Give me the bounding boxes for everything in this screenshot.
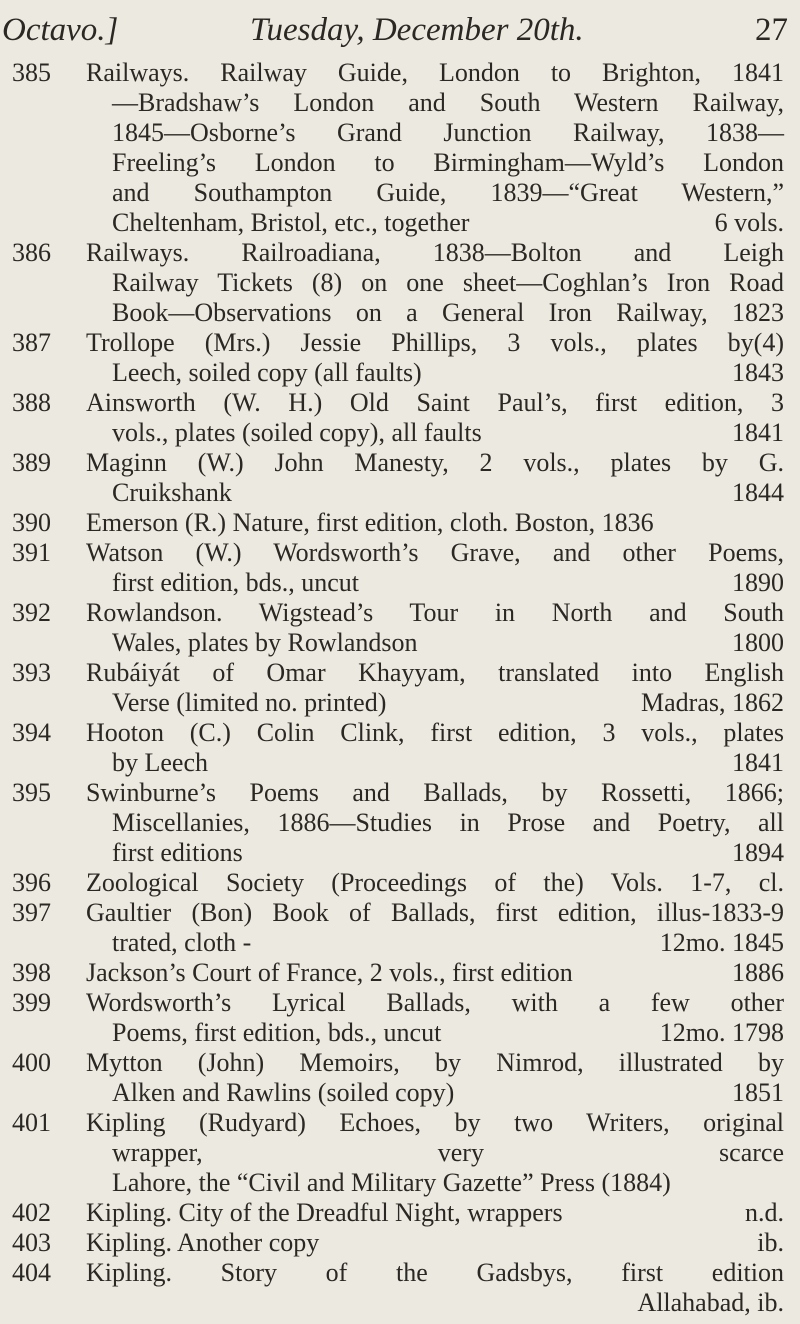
description-text: trated, cloth -	[112, 928, 252, 957]
description-text: vols., plates (soiled copy), all faults	[112, 418, 482, 447]
lot-entry	[0, 508, 800, 538]
description-line	[86, 928, 784, 958]
lot-number: 391	[12, 538, 51, 567]
lot-number: 386	[12, 238, 51, 267]
lot-description	[86, 1228, 784, 1258]
lot-number: 397	[12, 898, 51, 927]
sale-date: Tuesday, December 20th.	[250, 12, 584, 48]
lot-entry	[0, 1258, 800, 1317]
lot-number: 402	[12, 1198, 51, 1227]
lot-number: 395	[12, 778, 51, 807]
description-text: Emerson (R.) Nature, first edition, cloth. Boston, 1836	[86, 508, 654, 537]
lot-number: 385	[12, 58, 51, 87]
lot-number: 387	[12, 328, 51, 357]
description-line	[86, 508, 784, 538]
lot-number: 394	[12, 718, 51, 747]
lot-number: 396	[12, 868, 51, 897]
lot-entry	[0, 598, 800, 658]
description-line: wrapper, very scarce	[112, 1138, 784, 1167]
lot-number: 392	[12, 598, 51, 627]
lot-entry	[0, 658, 800, 718]
description-line: Maginn (W.) John Manesty, 2 vols., plates by G.	[86, 448, 784, 477]
lot-number: 404	[12, 1258, 51, 1287]
description-line	[86, 1078, 784, 1108]
description-line	[86, 358, 784, 388]
lot-entry	[0, 778, 800, 868]
lot-entry	[0, 328, 800, 388]
lot-number: 401	[12, 1108, 51, 1137]
date-or-format: 1841	[732, 418, 784, 447]
description-line: 1845—Osborne’s Grand Junction Railway, 1838—	[112, 118, 784, 147]
lot-entry	[0, 718, 800, 778]
description-text: Cruikshank	[112, 478, 232, 507]
lot-description	[86, 598, 784, 658]
description-line: Trollope (Mrs.) Jessie Phillips, 3 vols., plates by	[86, 328, 754, 357]
description-line	[86, 1228, 784, 1258]
description-line: Rubáiyát of Omar Khayyam, translated into English	[86, 658, 784, 687]
description-text: Kipling. City of the Dreadful Night, wrappers	[86, 1198, 563, 1227]
lot-entry	[0, 1228, 800, 1258]
lot-number: 388	[12, 388, 51, 417]
date-or-format: Madras, 1862	[641, 688, 784, 717]
description-line	[86, 688, 784, 718]
description-line: Ainsworth (W. H.) Old Saint Paul’s, first edition, 3	[86, 388, 784, 417]
page-number: 27	[755, 12, 788, 48]
lot-description	[86, 778, 784, 868]
description-text: first editions	[112, 838, 243, 867]
description-line: Kipling (Rudyard) Echoes, by two Writers, original	[86, 1108, 784, 1137]
description-line	[86, 838, 784, 868]
description-text: Poems, first edition, bds., uncut	[112, 1018, 442, 1047]
description-text: Alken and Rawlins (soiled copy)	[112, 1078, 455, 1107]
description-text: Leech, soiled copy (all faults)	[112, 358, 422, 387]
date-or-format: n.d.	[745, 1198, 784, 1227]
lot-number: 399	[12, 988, 51, 1017]
lot-description	[86, 328, 784, 388]
description-text: Cheltenham, Bristol, etc., together	[112, 208, 470, 237]
lot-list	[0, 58, 800, 1318]
description-text: Verse (limited no. printed)	[112, 688, 387, 717]
lot-number: 403	[12, 1228, 51, 1257]
description-line: Wordsworth’s Lyrical Ballads, with a few other	[86, 988, 784, 1017]
lot-entry	[0, 388, 800, 448]
description-line: Hooton (C.) Colin Clink, first edition, 3 vols., plates	[86, 718, 784, 747]
date-or-format: 1833-9	[710, 898, 784, 927]
date-or-format: 12mo. 1845	[659, 928, 784, 957]
lot-description	[86, 448, 784, 508]
lot-entry	[0, 1048, 800, 1108]
lot-description	[86, 538, 784, 598]
lot-description	[86, 388, 784, 448]
description-line: Book—Observations on a General Iron Railway, 1823	[112, 298, 784, 327]
lot-description	[86, 58, 784, 238]
lot-description	[86, 898, 784, 958]
lot-entry	[0, 898, 800, 958]
section-label: Octavo.]	[2, 12, 119, 48]
lot-description	[86, 1198, 784, 1228]
description-line	[86, 208, 784, 238]
description-line: Freeling’s London to Birmingham—Wyld’s London	[112, 148, 784, 177]
description-line: Railways. Railroadiana, 1838—Bolton and Leigh	[86, 238, 784, 267]
lot-description	[86, 1048, 784, 1108]
lot-description	[86, 658, 784, 718]
lot-number: 390	[12, 508, 51, 537]
description-line	[86, 568, 784, 598]
description-line: Railways. Railway Guide, London to Brighton, 1841	[86, 58, 784, 87]
description-line: Watson (W.) Wordsworth’s Grave, and other Poems,	[86, 538, 784, 567]
description-line	[86, 748, 784, 778]
description-line	[86, 958, 784, 988]
description-line: and Southampton Guide, 1839—“Great Western,”	[112, 178, 784, 207]
date-or-format: ib.	[757, 1228, 784, 1257]
lot-number: 389	[12, 448, 51, 477]
lot-entry	[0, 1108, 800, 1198]
description-line	[86, 1018, 784, 1048]
date-or-format: 1843	[732, 358, 784, 387]
lot-description	[86, 1108, 784, 1198]
description-line	[86, 418, 784, 448]
description-line: Swinburne’s Poems and Ballads, by Rossetti, 1866;	[86, 778, 784, 807]
lot-entry	[0, 988, 800, 1048]
date-or-format: Allahabad, ib.	[637, 1288, 784, 1317]
description-line: —Bradshaw’s London and South Western Railway,	[112, 88, 784, 117]
description-line: Mytton (John) Memoirs, by Nimrod, illustrated by	[86, 1048, 784, 1077]
date-or-format: 1851	[732, 1078, 784, 1107]
date-or-format: 1841	[732, 748, 784, 777]
lot-description	[86, 958, 784, 988]
description-text: by Leech	[112, 748, 209, 777]
lot-description	[86, 988, 784, 1048]
description-line: Zoological Society (Proceedings of the) Vols. 1-7, cl.	[86, 868, 784, 897]
lot-entry	[0, 448, 800, 508]
date-or-format: 1844	[732, 478, 784, 507]
date-or-format: (4)	[753, 328, 784, 357]
description-line	[86, 1198, 784, 1228]
description-line: Gaultier (Bon) Book of Ballads, first edition, illus-	[86, 898, 711, 927]
lot-number: 398	[12, 958, 51, 987]
description-text: Jackson’s Court of France, 2 vols., first edition	[86, 958, 573, 987]
lot-description	[86, 1258, 784, 1317]
lot-entry	[0, 1198, 800, 1228]
date-or-format: 1894	[732, 838, 784, 867]
date-or-format: 12mo. 1798	[659, 1018, 784, 1047]
lot-description	[86, 508, 784, 538]
lot-number: 400	[12, 1048, 51, 1077]
lot-entry	[0, 958, 800, 988]
description-line: Rowlandson. Wigstead’s Tour in North and South	[86, 598, 784, 627]
description-text: Kipling. Another copy	[86, 1228, 320, 1257]
description-text: Lahore, the “Civil and Military Gazette” Press (1884)	[112, 1168, 671, 1197]
date-or-format: 1886	[732, 958, 784, 987]
lot-description	[86, 718, 784, 778]
description-text: Wales, plates by Rowlandson	[112, 628, 418, 657]
description-line: Railway Tickets (8) on one sheet—Coghlan’s Iron Road	[112, 268, 784, 297]
date-or-format: 6 vols.	[714, 208, 784, 237]
description-line: Miscellanies, 1886—Studies in Prose and Poetry, all	[112, 808, 784, 837]
page-header	[0, 10, 792, 50]
description-line	[86, 628, 784, 658]
date-or-format: 1800	[732, 628, 784, 657]
lot-entry	[0, 58, 800, 238]
description-line	[86, 1168, 784, 1198]
lot-entry	[0, 538, 800, 598]
description-line	[86, 478, 784, 508]
description-text: first edition, bds., uncut	[112, 568, 359, 597]
description-line: Kipling. Story of the Gadsbys, first edition	[86, 1258, 784, 1287]
date-or-format: 1890	[732, 568, 784, 597]
lot-number: 393	[12, 658, 51, 687]
